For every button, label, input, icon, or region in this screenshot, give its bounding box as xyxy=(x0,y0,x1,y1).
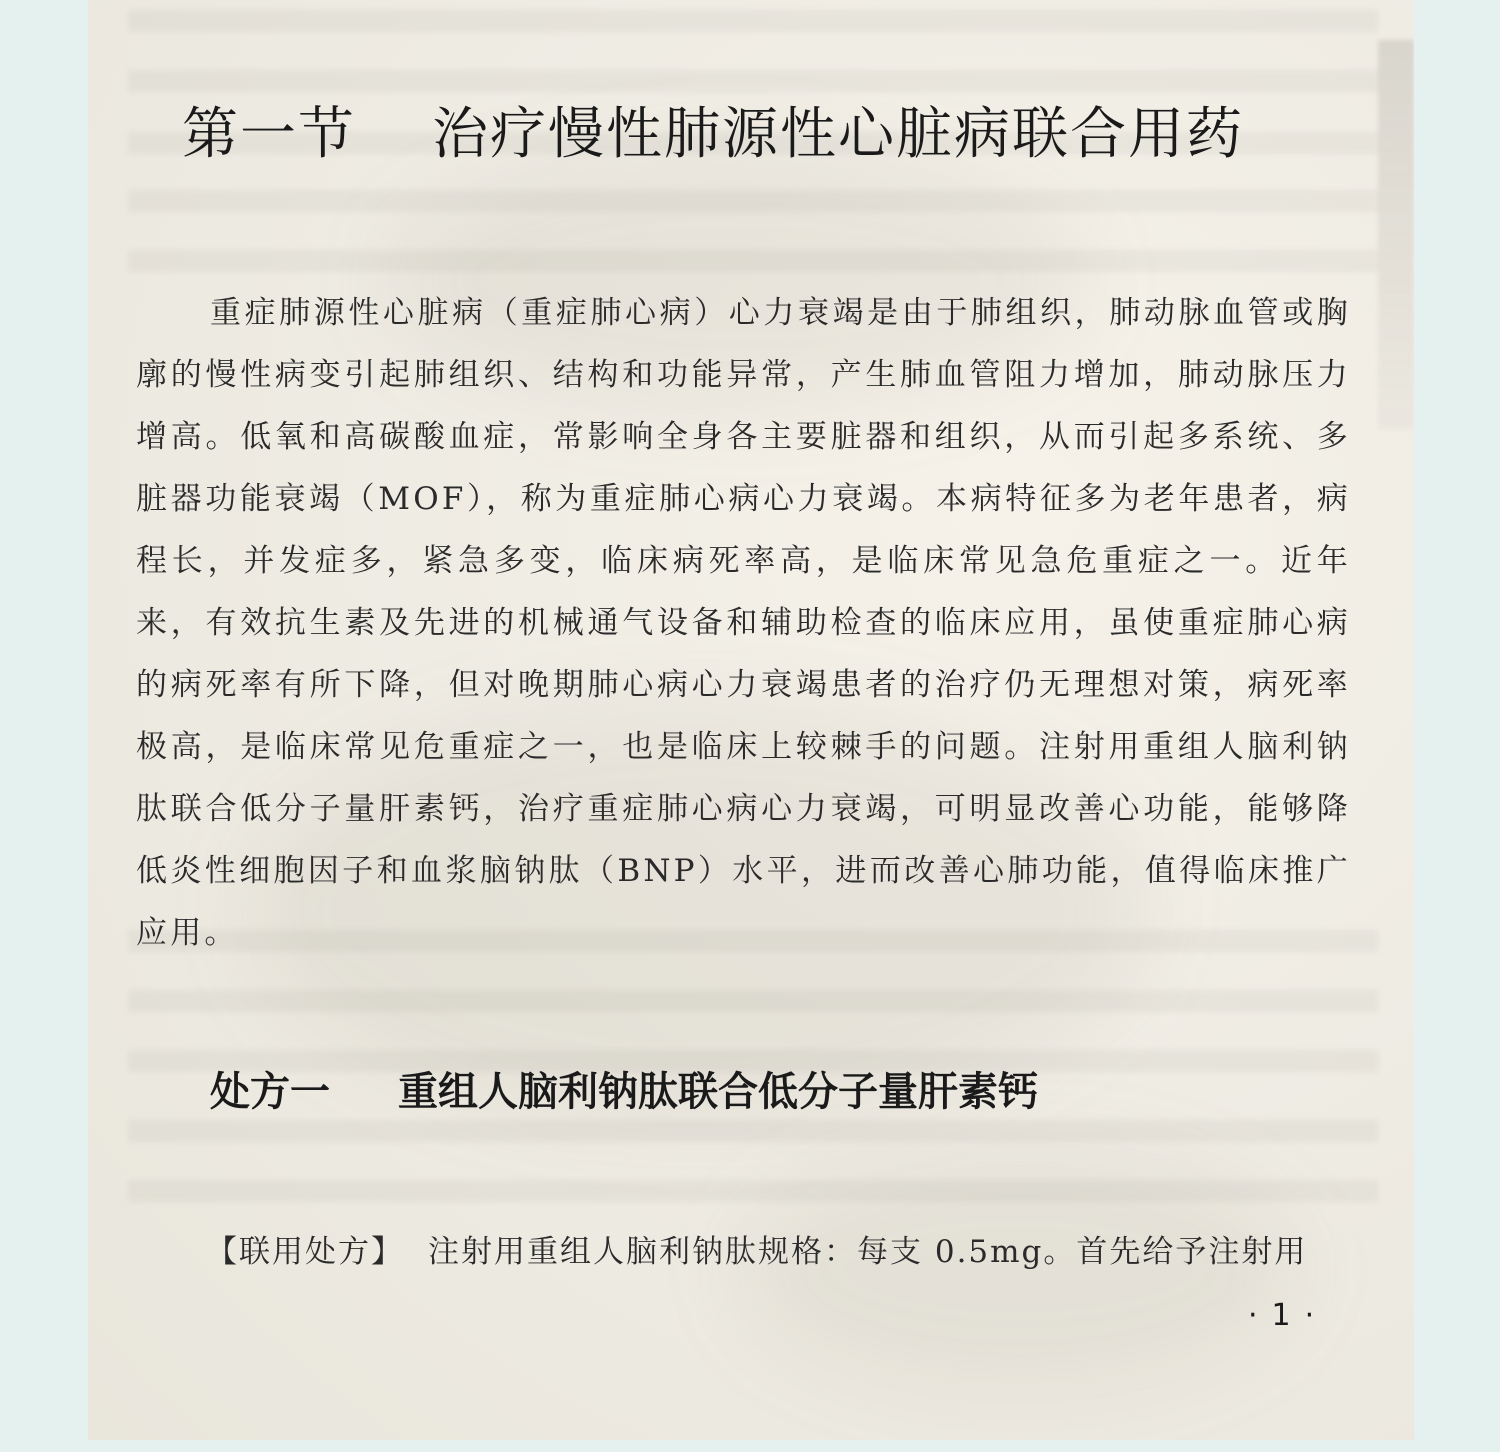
prescription-heading xyxy=(210,1060,1038,1117)
bleed-through-line xyxy=(128,250,1378,272)
bleed-through-line xyxy=(128,1180,1378,1202)
page-number: ·1· xyxy=(1248,1298,1329,1333)
bleed-through-line xyxy=(128,1120,1378,1142)
section-number: 第一节 xyxy=(182,102,356,167)
bleed-through-line xyxy=(128,990,1378,1012)
section-title-text: 治疗慢性肺源性心脏病联合用药 xyxy=(432,102,1244,167)
prescription-title: 重组人脑利钠肽联合低分子量肝素钙 xyxy=(398,1069,1038,1115)
intro-paragraph: 重症肺源性心脏病（重症肺心病）心力衰竭是由于肺组织，肺动脉血管或胸廓的慢性病变引起肺组织、结构和功能异常，产生肺血管阻力增加，肺动脉压力增高。低氧和高碳酸血症，常影响全身各主要脏器和组织，从而引起多系统、多脏器功能衰竭（MOF），称为重症肺心病心力衰竭。本病特征多为老年患者，病程长，并发症多，紧急多变，临床病死率高，是临床常见急危重症之一。近年来，有效抗生素及先进的机械通气设备和辅助检查的临床应用，虽使重症肺心病的病死率有所下降，但对晚期肺心病心力衰竭患者的治疗仍无理想对策，病死率极高，是临床常见危重症之一，也是临床上较棘手的问题。注射用重组人脑利钠肽联合低分子量肝素钙，治疗重症肺心病心力衰竭，可明显改善心功能，能够降低炎性细胞因子和血浆脑钠肽（BNP）水平，进而改善心肺功能，值得临床推广应用。 xyxy=(136,295,1351,951)
bleed-through-line xyxy=(128,190,1378,212)
prescription-label: 【联用处方】 xyxy=(206,1234,404,1270)
prescription-line xyxy=(206,1226,1356,1271)
bleed-through-line xyxy=(128,10,1378,32)
prescription-text: 注射用重组人脑利钠肽规格：每支 0.5mg。首先给予注射用 xyxy=(428,1234,1308,1270)
book-page xyxy=(88,0,1414,1440)
prescription-number: 处方一 xyxy=(210,1069,330,1115)
bleed-through-margin xyxy=(1378,40,1414,430)
bleed-through-line xyxy=(128,70,1378,92)
section-title xyxy=(182,90,1244,170)
